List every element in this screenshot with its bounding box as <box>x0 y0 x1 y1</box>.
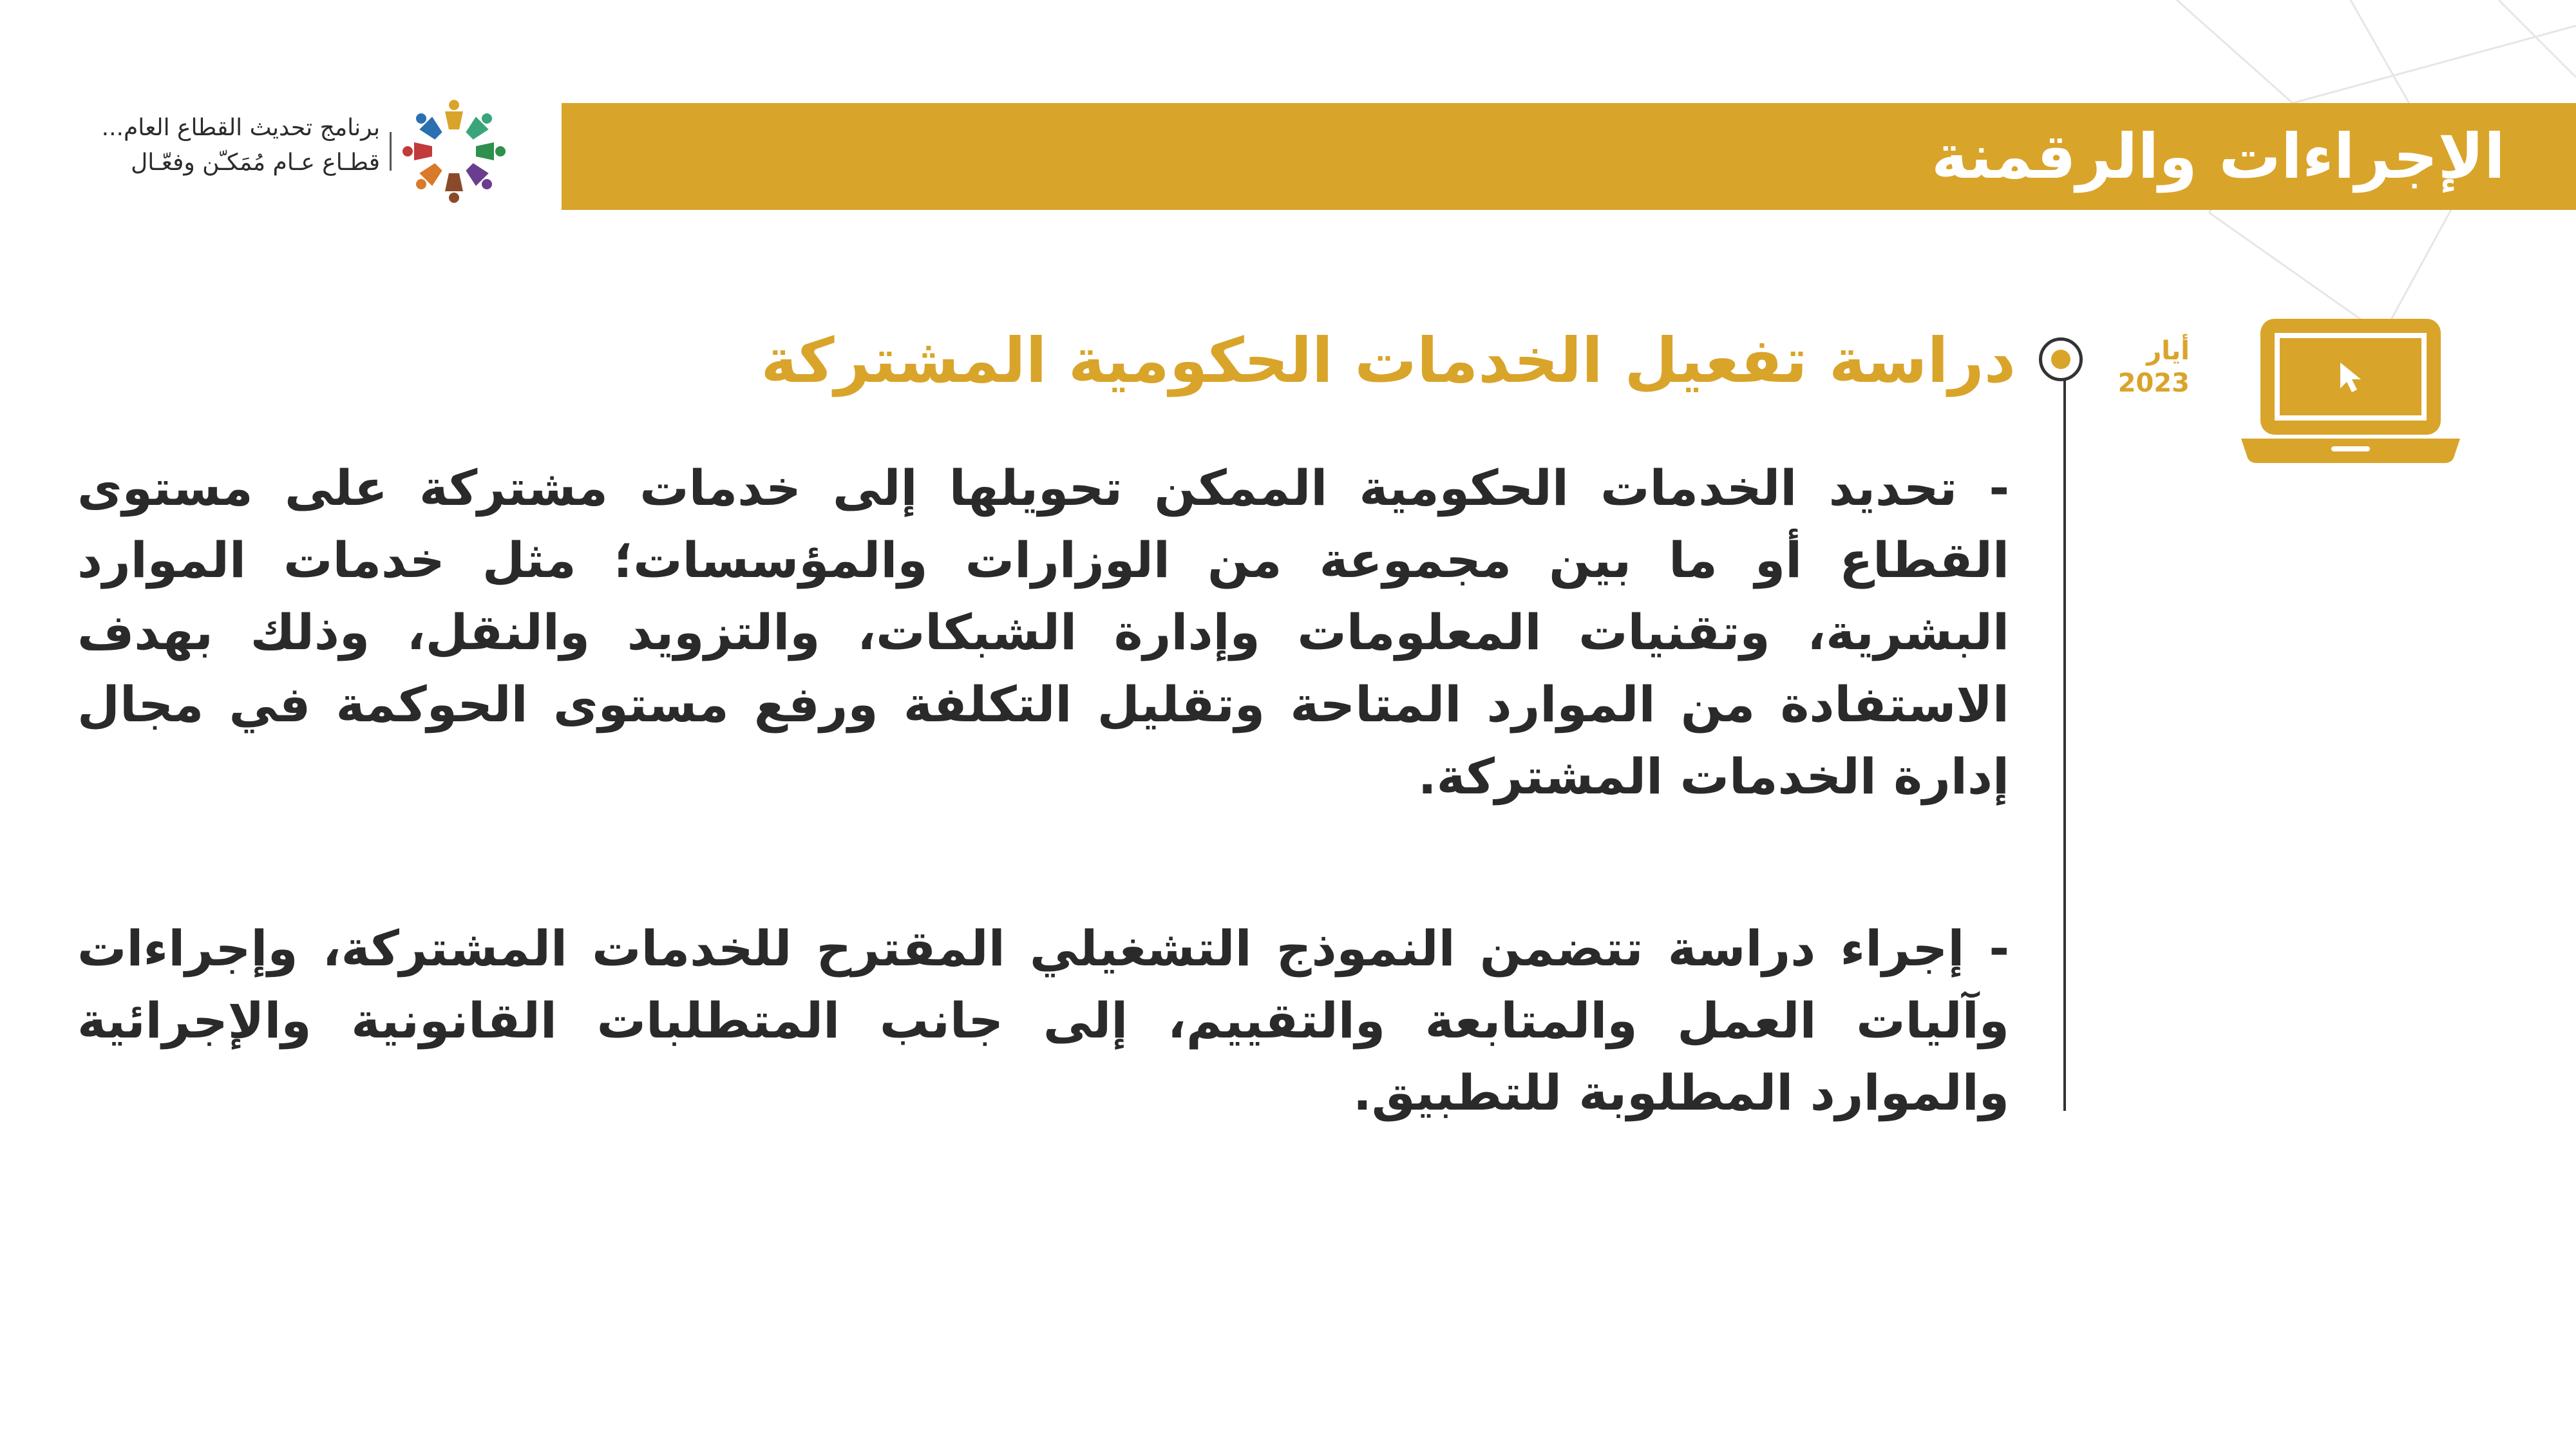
logo-divider <box>390 132 392 171</box>
timeline-line <box>2063 380 2066 1111</box>
date-month: أيار <box>2146 336 2190 366</box>
star-flower-logo-icon <box>399 97 509 206</box>
section-title: دراسة تفعيل الخدمات الحكومية المشتركة <box>761 325 2016 397</box>
logo-text <box>102 111 380 180</box>
laptop-cursor-icon <box>2241 312 2460 467</box>
date-year: 2023 <box>2117 368 2190 398</box>
header-bar <box>562 103 2576 210</box>
body-paragraph-2: - إجراء دراسة تتضمن النموذج التشغيلي المقترح للخدمات المشتركة، وإجراءات وآليات العمل والمتابعة والتقييم، إلى جانب المتطلبات القانونية والإجرائية والموارد المطلوبة للتطبيق. <box>77 920 2009 1121</box>
program-logo <box>39 97 528 206</box>
logo-line-2: قطـاع عـام مُمَكـّن وفعّـال <box>131 149 380 176</box>
header-title: الإجراءات والرقمنة <box>1931 120 2505 193</box>
body-paragraph-1: - تحديد الخدمات الحكومية الممكن تحويلها إلى خدمات مشتركة على مستوى القطاع أو ما بين مجموعة من الوزارات والمؤسسات؛ مثل خدمات الموارد البشرية، وتقنيات المعلومات وإدارة الشبكات، والتزويد والنقل، وذلك بهدف الاستفادة من الموارد المتاحة وتقليل التكلفة ورفع مستوى الحوكمة في مجال إدارة الخدمات المشتركة. <box>77 459 2009 805</box>
timeline-date <box>2106 335 2190 399</box>
timeline-dot-icon <box>2039 337 2083 381</box>
logo-line-1: برنامج تحديث القطاع العام... <box>101 115 380 141</box>
